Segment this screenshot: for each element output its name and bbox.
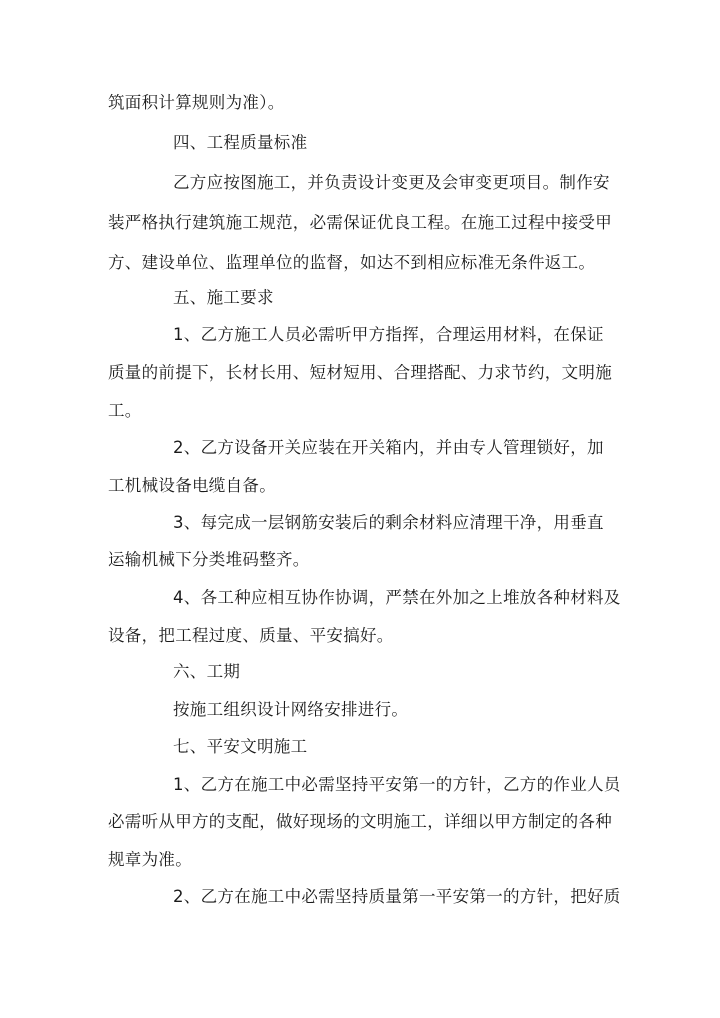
text-line: 设备，把工程过度、质量、平安搞好。 [108, 626, 394, 645]
text-line: 1、乙方在施工中必需坚持平安第一的方针，乙方的作业人员 [173, 775, 621, 794]
section-heading-schedule: 六、工期 [173, 662, 241, 681]
text-line: 必需听从甲方的支配，做好现场的文明施工，详细以甲方制定的各种 [108, 812, 612, 831]
section-heading-requirements: 五、施工要求 [173, 288, 274, 307]
text-line: 运输机械下分类堆码整齐。 [108, 550, 310, 569]
text-line: 装严格执行建筑施工规范，必需保证优良工程。在施工过程中接受甲 [108, 213, 612, 232]
section-heading-safety: 七、平安文明施工 [173, 737, 308, 756]
text-line: 2、乙方在施工中必需坚持质量第一平安第一的方针，把好质 [173, 887, 621, 906]
text-line: 1、乙方施工人员必需听甲方指挥，合理运用材料，在保证 [173, 325, 604, 344]
text-line: 乙方应按图施工，并负责设计变更及会审变更项目。制作安 [173, 173, 610, 192]
text-line: 4、各工种应相互协作协调，严禁在外加之上堆放各种材料及 [173, 588, 621, 607]
text-line: 筑面积计算规则为准）。 [108, 93, 285, 112]
text-line: 质量的前提下，长材长用、短材短用、合理搭配、力求节约，文明施 [108, 363, 612, 382]
text-line: 2、乙方设备开关应装在开关箱内，并由专人管理锁好，加 [173, 438, 604, 457]
text-line: 工。 [108, 401, 142, 420]
section-heading-quality: 四、工程质量标准 [173, 133, 308, 152]
text-line: 方、建设单位、监理单位的监督，如达不到相应标准无条件返工。 [108, 253, 596, 272]
text-line: 按施工组织设计网络安排进行。 [173, 700, 409, 719]
text-line: 3、每完成一层钢筋安装后的剩余材料应清理干净，用垂直 [173, 513, 604, 532]
text-line: 规章为准。 [108, 850, 192, 869]
text-line: 工机械设备电缆自备。 [108, 476, 276, 495]
